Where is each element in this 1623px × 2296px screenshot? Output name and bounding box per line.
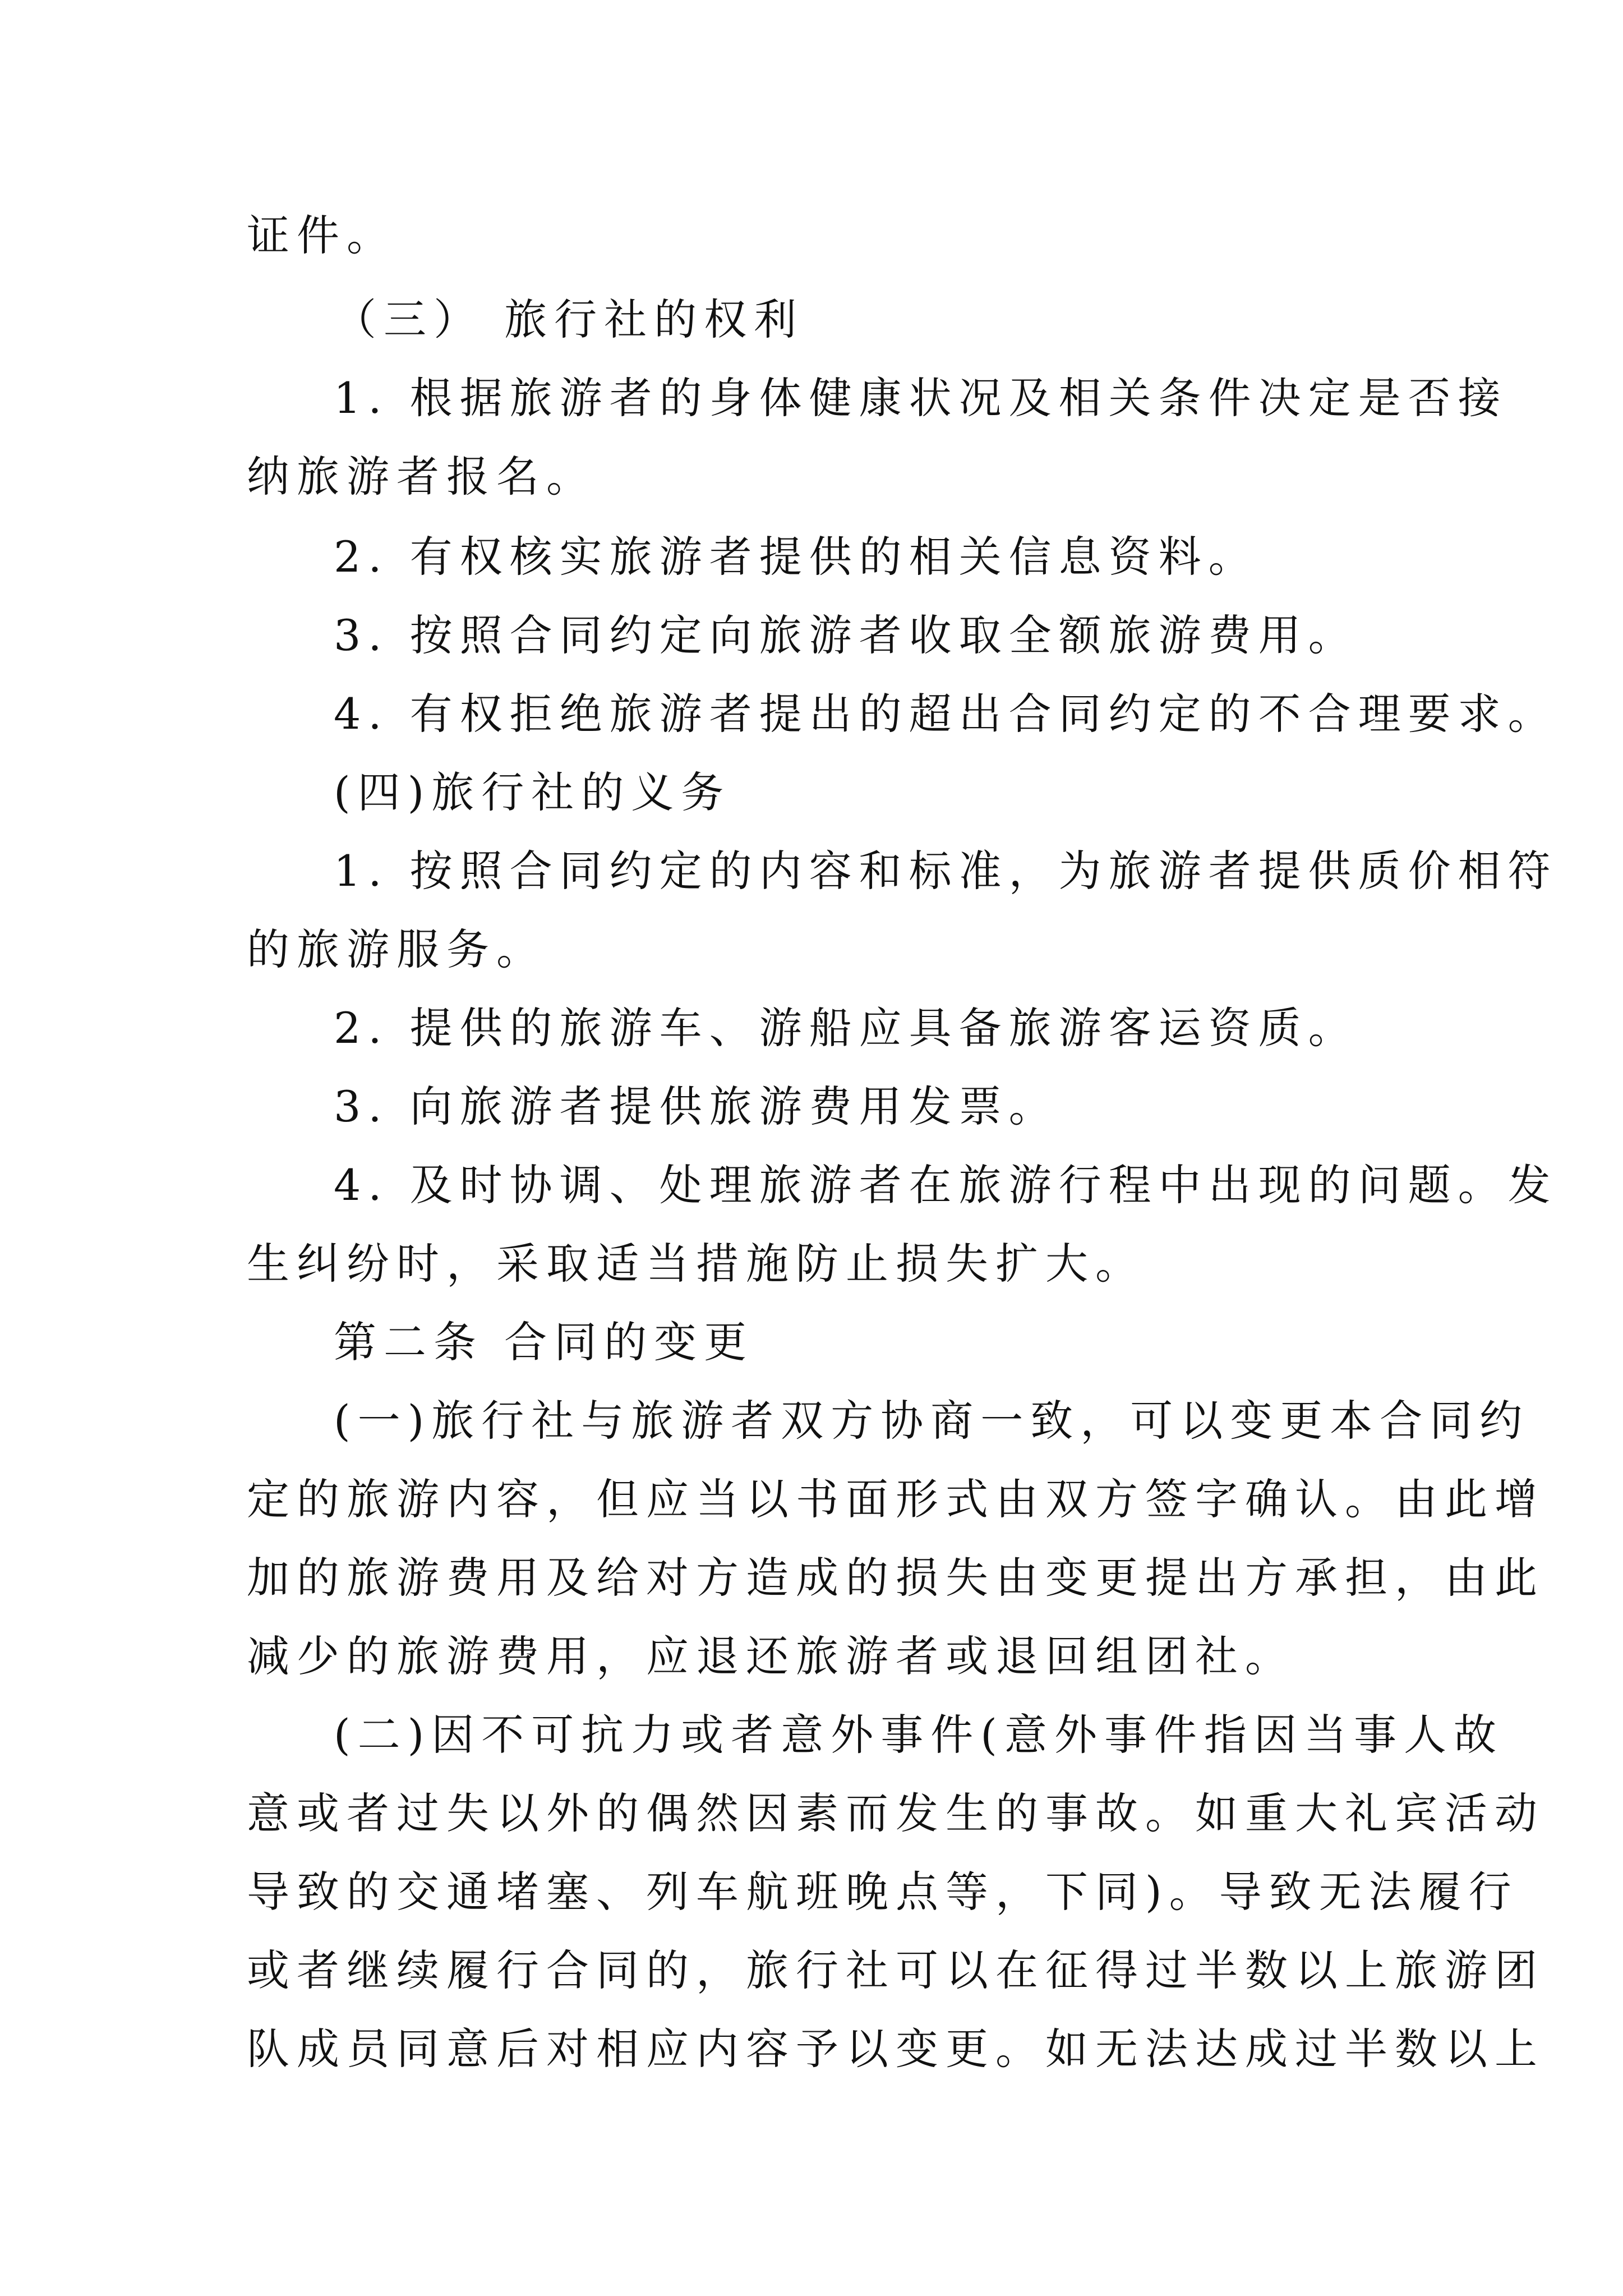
text-line: 2. 提供的旅游车、游船应具备旅游客运资质。 xyxy=(334,1003,1358,1053)
section-heading: (四)旅行社的义务 xyxy=(334,767,731,817)
text-line: 生纠纷时，采取适当措施防止损失扩大。 xyxy=(247,1239,1145,1289)
text-line: 4. 及时协调、处理旅游者在旅游行程中出现的问题。发 xyxy=(334,1160,1558,1210)
text-line: 2. 有权核实旅游者提供的相关信息资料。 xyxy=(334,532,1258,582)
text-line: 4. 有权拒绝旅游者提出的超出合同约定的不合理要求。 xyxy=(334,689,1558,739)
text-line: (一)旅行社与旅游者双方协商一致，可以变更本合同约 xyxy=(334,1396,1530,1446)
text-line: 3. 按照合同约定向旅游者收取全额旅游费用。 xyxy=(334,610,1358,660)
text-line: (二)因不可抗力或者意外事件(意外事件指因当事人故 xyxy=(334,1710,1504,1760)
text-line: 1. 按照合同约定的内容和标准，为旅游者提供质价相符 xyxy=(334,846,1558,896)
text-line: 纳旅游者报名。 xyxy=(247,452,596,501)
text-line: 或者继续履行合同的，旅行社可以在征得过半数以上旅游团 xyxy=(247,1945,1544,1995)
article-heading: 第二条 合同的变更 xyxy=(334,1317,754,1367)
text-line: 意或者过失以外的偶然因素而发生的事故。如重大礼宾活动 xyxy=(247,1788,1544,1838)
text-line: 减少的旅游费用，应退还旅游者或退回组团社。 xyxy=(247,1631,1295,1681)
text-line: 加的旅游费用及给对方造成的损失由变更提出方承担，由此 xyxy=(247,1553,1544,1603)
section-heading: （三） 旅行社的权利 xyxy=(334,295,804,344)
text-line: 定的旅游内容，但应当以书面形式由双方签字确认。由此增 xyxy=(247,1474,1544,1524)
text-line: 3. 向旅游者提供旅游费用发票。 xyxy=(334,1082,1059,1131)
text-line: 证件。 xyxy=(247,210,396,260)
text-line: 导致的交通堵塞、列车航班晚点等，下同)。导致无法履行 xyxy=(247,1867,1519,1917)
text-line: 的旅游服务。 xyxy=(247,924,546,974)
text-line: 队成员同意后对相应内容予以变更。如无法达成过半数以上 xyxy=(247,2024,1544,2074)
text-line: 1. 根据旅游者的身体健康状况及相关条件决定是否接 xyxy=(334,373,1508,423)
